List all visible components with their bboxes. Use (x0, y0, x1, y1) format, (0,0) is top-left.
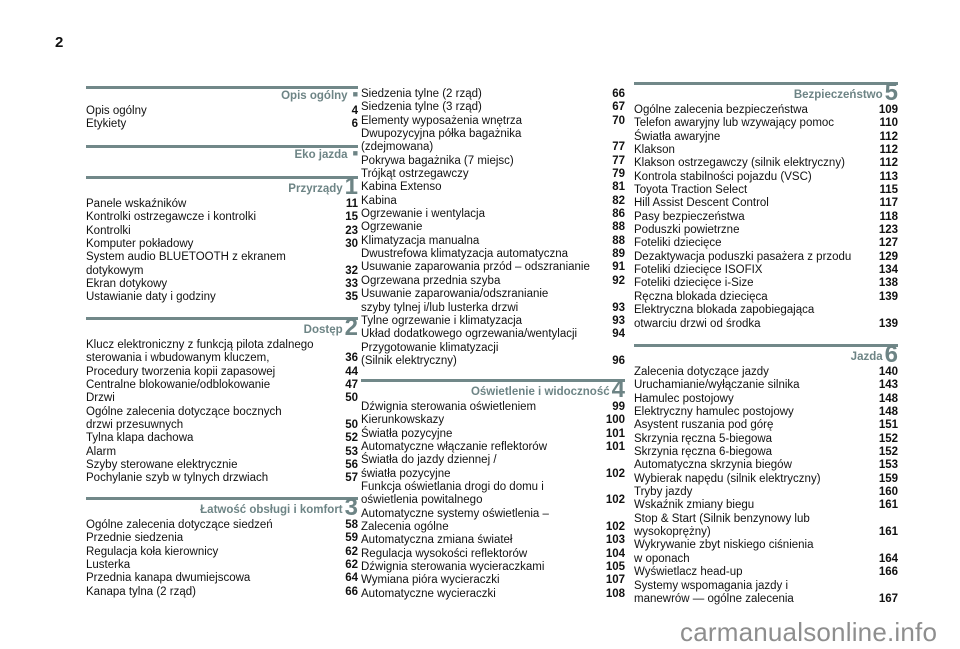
entry-label: Dezaktywacja poduszki pasażera z przodu (634, 250, 852, 263)
toc-entry[interactable] (361, 534, 625, 547)
toc-section (361, 86, 625, 368)
toc-section (86, 145, 358, 164)
entry-label: Wyświetlacz head-up (634, 566, 743, 579)
entry-label: Alarm (86, 445, 117, 458)
entry-page-number: 91 (612, 261, 625, 274)
section-number: 4 (611, 376, 625, 403)
entry-page-number: 52 (345, 432, 358, 445)
toc-entry[interactable] (361, 328, 625, 341)
entry-list (634, 366, 898, 606)
entry-label: Klakson ostrzegawczy (silnik elektryczny) (634, 157, 845, 170)
entry-label: Przednie siedzenia (86, 532, 184, 545)
entry-page-number: 167 (878, 592, 898, 605)
entry-label: Procedury tworzenia kopii zapasowej (86, 365, 276, 378)
toc-entry[interactable] (634, 117, 898, 130)
entry-label: Pasy bezpieczeństwa (634, 210, 745, 223)
section-number: 6 (884, 341, 898, 368)
page-number: 2 (55, 34, 64, 51)
section-title: Eko jazda (294, 149, 348, 161)
toc-section (361, 376, 625, 601)
toc-entry[interactable] (361, 181, 625, 194)
toc-entry[interactable] (86, 366, 358, 379)
entry-page-number: 164 (878, 552, 898, 565)
entry-page-number: 159 (878, 472, 898, 485)
entry-page-number: 112 (879, 144, 898, 157)
toc-entry[interactable] (634, 184, 898, 197)
toc-entry[interactable] (634, 144, 898, 157)
entry-label: Automatyczna skrzynia biegów (634, 459, 792, 472)
toc-entry[interactable] (86, 211, 358, 224)
toc-entry[interactable] (361, 288, 625, 315)
entry-label: Hill Assist Descent Control (634, 197, 769, 210)
entry-label: Dźwignia sterowania oświetleniem (361, 401, 537, 413)
entry-label: Przednia kanapa dwumiejscowa (86, 572, 251, 585)
entry-page-number: 139 (878, 317, 898, 330)
entry-page-number: 64 (345, 572, 358, 585)
section-header (86, 494, 358, 521)
entry-page-number: 109 (878, 104, 898, 116)
entry-page-number: 4 (351, 105, 358, 117)
entry-label: Układ dodatkowego ogrzewania/wentylacji (361, 328, 578, 341)
entry-page-number: 143 (878, 379, 898, 392)
toc-entry[interactable] (361, 155, 625, 168)
entry-label: Pochylanie szyb w tylnych drzwiach (86, 472, 269, 485)
toc-entry[interactable] (634, 291, 898, 304)
toc-entry[interactable] (634, 486, 898, 499)
toc-entry[interactable] (86, 392, 358, 405)
toc-entry[interactable] (634, 277, 898, 290)
toc-entry[interactable] (634, 566, 898, 579)
toc-entry[interactable] (361, 342, 625, 369)
toc-entry[interactable] (634, 366, 898, 379)
entry-page-number: 53 (345, 445, 358, 458)
entry-label: Stop & Start (Silnik benzynowy lub wysokoprężny) (634, 512, 810, 539)
entry-page-number: 148 (878, 406, 898, 419)
entry-page-number: 86 (612, 208, 625, 221)
toc-entry[interactable] (634, 104, 898, 117)
toc-entry[interactable] (634, 211, 898, 224)
toc-entry[interactable] (634, 171, 898, 184)
toc-entry[interactable] (86, 572, 358, 585)
toc-entry[interactable] (634, 393, 898, 406)
toc-entry[interactable] (634, 499, 898, 512)
entry-label: Telefon awaryjny lub wzywający pomoc (634, 117, 835, 130)
entry-page-number: 123 (878, 224, 898, 237)
entry-label: Opis ogólny (86, 105, 147, 117)
entry-label: Centralne blokowanie/odblokowanie (86, 379, 271, 392)
watermark: carmanualsonline.info (680, 617, 938, 647)
toc-entry[interactable] (361, 88, 625, 101)
entry-label: Siedzenia tylne (3 rząd) (361, 101, 482, 114)
entry-label: Zalecenia dotyczące jazdy (634, 366, 769, 378)
entry-page-number: 79 (612, 168, 625, 181)
toc-entry[interactable] (361, 574, 625, 587)
entry-label: Klucz elektroniczny z funkcją pilota zdalnego sterowania i wbudowanym kluczem, (86, 339, 314, 365)
entry-label: Kabina Extenso (361, 181, 442, 194)
entry-page-number: 134 (878, 264, 898, 277)
entry-list (86, 519, 358, 599)
entry-label: Etykiety (86, 118, 127, 131)
toc-entry[interactable] (361, 315, 625, 328)
entry-label: Elektryczny hamulec postojowy (634, 406, 794, 419)
entry-page-number: 77 (612, 154, 625, 167)
entry-label: System audio BLUETOOTH z ekranem dotykowym (86, 251, 286, 277)
toc-entry[interactable] (361, 235, 625, 248)
entry-label: Systemy wspomagania jazdy i manewrów — ogólne zalecenia (634, 579, 794, 605)
section-number: 1 (344, 173, 358, 200)
entry-label: Foteliki dziecięce ISOFIX (634, 264, 763, 277)
entry-label: Usuwanie zaparowania/odszranianie szyby tylnej i/lub lusterka drzwi (361, 288, 549, 314)
toc-entry[interactable] (86, 432, 358, 445)
entry-page-number: 166 (878, 566, 898, 579)
toc-entry[interactable] (361, 221, 625, 234)
toc-entry[interactable] (86, 198, 358, 211)
entry-page-number: 127 (878, 237, 898, 250)
toc-entry[interactable] (86, 278, 358, 291)
entry-page-number: 139 (878, 290, 898, 303)
toc-entry[interactable] (361, 414, 625, 427)
entry-page-number: 44 (345, 365, 358, 378)
entry-page-number: 89 (612, 248, 625, 261)
entry-page-number: 102 (605, 521, 625, 534)
section-number: 2 (344, 314, 358, 341)
toc-entry[interactable] (634, 304, 898, 331)
entry-list (634, 104, 898, 331)
toc-entry[interactable] (361, 401, 625, 414)
entry-page-number: 102 (605, 494, 625, 507)
toc-entry[interactable] (86, 532, 358, 545)
entry-page-number: 50 (345, 419, 358, 432)
toc-entry[interactable] (86, 105, 358, 118)
toc-entry[interactable] (634, 264, 898, 277)
entry-page-number: 108 (605, 587, 625, 600)
entry-page-number: 92 (612, 274, 625, 287)
entry-page-number: 6 (351, 118, 358, 131)
entry-label: Drzwi (86, 392, 115, 405)
entry-label: Funkcja oświetlania drogi do domu i oświetlenia powitalnego (361, 481, 544, 507)
entry-page-number: 88 (612, 221, 625, 234)
entry-label: Automatyczne włączanie reflektorów (361, 441, 547, 454)
toc-entry[interactable] (634, 459, 898, 472)
entry-label: Uruchamianie/wyłączanie silnika (634, 379, 800, 392)
entry-label: Klimatyzacja manualna (361, 234, 480, 247)
entry-page-number: 30 (345, 238, 358, 251)
section-title: Łatwość obsługi i komfort (200, 504, 343, 516)
entry-page-number: 62 (345, 545, 358, 558)
entry-label: Tryby jazdy (634, 486, 693, 499)
entry-label: Toyota Traction Select (634, 184, 748, 197)
entry-page-number: 94 (612, 328, 625, 341)
entry-page-number: 101 (605, 427, 625, 440)
entry-list (361, 401, 625, 601)
section-header (634, 341, 898, 368)
entry-page-number: 112 (879, 130, 898, 143)
toc-section (86, 86, 358, 132)
entry-page-number: 151 (878, 419, 898, 432)
toc-section (634, 79, 898, 331)
entry-page-number: 47 (345, 379, 358, 392)
entry-label: Światła do jazdy dziennej / światła pozycyjne (361, 454, 497, 480)
section-title: Oświetlenie i widoczność (470, 386, 610, 398)
toc-entry[interactable] (634, 513, 898, 540)
entry-page-number: 140 (878, 366, 898, 378)
toc-entry[interactable] (86, 118, 358, 131)
entry-label: Regulacja koła kierownicy (86, 545, 219, 558)
entry-page-number: 117 (879, 197, 898, 210)
section-title: Bezpieczeństwo (793, 89, 883, 101)
toc-section (634, 341, 898, 606)
entry-page-number: 104 (605, 547, 625, 560)
toc-entry[interactable] (86, 472, 358, 485)
entry-label: Foteliki dziecięce i-Size (634, 277, 754, 290)
entry-label: Trójkąt ostrzegawczy (361, 168, 469, 181)
entry-label: Skrzynia ręczna 6-biegowa (634, 446, 773, 459)
entry-page-number: 59 (345, 532, 358, 545)
entry-page-number: 66 (612, 88, 625, 100)
entry-page-number: 32 (345, 264, 358, 277)
entry-page-number: 118 (879, 210, 898, 223)
toc-entry[interactable] (634, 406, 898, 419)
entry-page-number: 110 (879, 117, 898, 130)
entry-page-number: 93 (612, 301, 625, 314)
toc-entry[interactable] (361, 561, 625, 574)
entry-label: Kontrolki ostrzegawcze i kontrolki (86, 211, 257, 224)
toc-entry[interactable] (86, 291, 358, 304)
entry-label: Kontrolki (86, 224, 131, 237)
toc-entry[interactable] (361, 548, 625, 561)
entry-label: Pokrywa bagażnika (7 miejsc) (361, 154, 514, 167)
toc-entry[interactable] (361, 508, 625, 535)
entry-label: Światła pozycyjne (361, 427, 453, 440)
entry-label: Ogólne zalecenia bezpieczeństwa (634, 104, 808, 116)
entry-page-number: 129 (878, 250, 898, 263)
entry-page-number: 70 (612, 114, 625, 127)
entry-page-number: 148 (878, 392, 898, 405)
entry-label: Automatyczne systemy oświetlenia – Zalecenia ogólne (361, 507, 549, 534)
entry-label: Szyby sterowane elektrycznie (86, 459, 238, 472)
toc-entry[interactable] (86, 519, 358, 532)
section-title: Dostęp (303, 324, 343, 336)
toc-entry[interactable] (634, 419, 898, 432)
entry-page-number: 23 (345, 224, 358, 237)
entry-page-number: 105 (605, 561, 625, 574)
entry-label: Ogrzewana przednia szyba (361, 274, 501, 287)
entry-page-number: 112 (879, 157, 898, 170)
entry-list (86, 339, 358, 486)
section-header (86, 314, 358, 341)
entry-label: Wykrywanie zbyt niskiego ciśnienia w oponach (634, 539, 814, 565)
section-header (361, 376, 625, 403)
entry-page-number: 50 (345, 392, 358, 405)
toc-entry[interactable] (361, 208, 625, 221)
entry-label: Kierunkowskazy (361, 414, 445, 427)
toc-entry[interactable] (361, 248, 625, 261)
toc-entry[interactable] (361, 261, 625, 274)
entry-page-number: 56 (345, 459, 358, 472)
entry-page-number: 115 (879, 184, 898, 197)
entry-page-number: 82 (612, 194, 625, 207)
toc-entry[interactable] (634, 473, 898, 486)
entry-label: Ogrzewanie (361, 221, 423, 234)
entry-label: Komputer pokładowy (86, 238, 194, 251)
entry-label: Kanapa tylna (2 rząd) (86, 585, 196, 598)
toc-entry[interactable] (634, 157, 898, 170)
toc-entry[interactable] (634, 379, 898, 392)
entry-list (361, 88, 625, 368)
entry-label: Ustawianie daty i godziny (86, 291, 216, 304)
square-marker-icon: ■ (352, 148, 358, 158)
toc-entry[interactable] (86, 546, 358, 559)
entry-page-number: 57 (345, 472, 358, 485)
entry-page-number: 88 (612, 234, 625, 247)
entry-label: Klakson (634, 144, 675, 157)
toc-entry[interactable] (86, 238, 358, 251)
toc-section (86, 314, 358, 486)
toc-entry[interactable] (361, 481, 625, 508)
entry-page-number: 93 (612, 314, 625, 327)
toc-entry[interactable] (361, 454, 625, 481)
square-marker-icon: ■ (352, 89, 358, 99)
entry-label: Wymiana pióra wycieraczki (361, 574, 500, 587)
toc-entry[interactable] (634, 237, 898, 250)
toc-entry[interactable] (361, 441, 625, 454)
section-header (86, 173, 358, 200)
entry-label: Foteliki dziecięce (634, 237, 722, 250)
entry-page-number: 62 (345, 559, 358, 572)
entry-label: Hamulec postojowy (634, 392, 734, 405)
section-title: Przyrządy (288, 183, 343, 195)
entry-page-number: 96 (612, 354, 625, 367)
entry-label: Regulacja wysokości reflektorów (361, 547, 528, 560)
section-title: Jazda (850, 351, 883, 363)
entry-page-number: 36 (345, 352, 358, 365)
toc-entry[interactable] (86, 586, 358, 599)
entry-label: Panele wskaźników (86, 198, 187, 210)
entry-page-number: 101 (605, 441, 625, 454)
entry-label: Usuwanie zaparowania przód – odszranianie (361, 261, 590, 274)
toc-entry[interactable] (634, 197, 898, 210)
toc-entry[interactable] (361, 128, 625, 155)
toc-section (86, 494, 358, 599)
entry-label: Ręczna blokada dziecięca (634, 290, 768, 303)
entry-page-number: 113 (879, 170, 898, 183)
entry-label: Lusterka (86, 559, 131, 572)
toc-entry[interactable] (634, 446, 898, 459)
toc-entry[interactable] (634, 433, 898, 446)
entry-page-number: 153 (878, 459, 898, 472)
entry-label: Przygotowanie klimatyzacji (Silnik elektryczny) (361, 341, 499, 367)
toc-entry[interactable] (361, 115, 625, 128)
entry-page-number: 160 (878, 486, 898, 499)
section-number: 3 (344, 494, 358, 521)
entry-label: Dwustrefowa klimatyzacja automatyczna (361, 248, 569, 261)
entry-page-number: 33 (345, 278, 358, 291)
entry-page-number: 102 (605, 467, 625, 480)
entry-label: Ekran dotykowy (86, 278, 168, 291)
entry-page-number: 77 (612, 141, 625, 154)
entry-label: Kabina (361, 194, 397, 207)
entry-label: Skrzynia ręczna 5-biegowa (634, 432, 773, 445)
entry-page-number: 152 (878, 432, 898, 445)
toc-entry[interactable] (86, 559, 358, 572)
toc-entry[interactable] (361, 168, 625, 181)
entry-page-number: 58 (345, 519, 358, 531)
entry-label: Siedzenia tylne (2 rząd) (361, 88, 482, 100)
entry-label: Dźwignia sterowania wycieraczkami (361, 561, 545, 574)
entry-label: Elementy wyposażenia wnętrza (361, 114, 523, 127)
entry-label: Asystent ruszania pod górę (634, 419, 774, 432)
entry-page-number: 161 (878, 526, 898, 539)
toc-entry[interactable] (634, 539, 898, 566)
toc-entry[interactable] (86, 406, 358, 433)
toc-entry[interactable] (634, 251, 898, 264)
toc-entry[interactable] (86, 225, 358, 238)
entry-label: Poduszki powietrzne (634, 224, 740, 237)
toc-entry[interactable] (361, 195, 625, 208)
entry-label: Dwupozycyjna półka bagażnika (zdejmowana) (361, 128, 522, 154)
toc-entry[interactable] (86, 379, 358, 392)
entry-page-number: 35 (345, 291, 358, 304)
toc-section (86, 173, 358, 305)
entry-label: Ogólne zalecenia dotyczące siedzeń (86, 519, 273, 531)
toc-entry[interactable] (634, 131, 898, 144)
entry-page-number: 103 (605, 534, 625, 547)
toc-entry[interactable] (361, 101, 625, 114)
toc-entry[interactable] (361, 428, 625, 441)
section-number: 5 (884, 79, 898, 106)
entry-list (86, 105, 358, 132)
section-title: Opis ogólny (281, 90, 348, 102)
entry-label: Tylna klapa dachowa (86, 432, 194, 445)
toc-entry[interactable] (361, 588, 625, 601)
toc-entry[interactable] (361, 275, 625, 288)
entry-label: Kontrola stabilności pojazdu (VSC) (634, 170, 812, 183)
entry-page-number: 81 (612, 181, 625, 194)
entry-label: Automatyczne wycieraczki (361, 587, 496, 600)
toc-entry[interactable] (634, 224, 898, 237)
section-header (634, 79, 898, 106)
entry-label: Tylne ogrzewanie i klimatyzacja (361, 314, 523, 327)
entry-page-number: 100 (605, 414, 625, 427)
entry-page-number: 11 (345, 198, 358, 210)
entry-label: Elektryczna blokada zapobiegająca otwarciu drzwi od środka (634, 304, 815, 330)
section-header (86, 89, 358, 103)
entry-page-number: 67 (612, 101, 625, 114)
entry-label: Wskaźnik zmiany biegu (634, 499, 755, 512)
entry-page-number: 107 (605, 574, 625, 587)
entry-label: Ogrzewanie i wentylacja (361, 208, 486, 221)
section-header (86, 148, 358, 162)
entry-page-number: 138 (878, 277, 898, 290)
entry-label: Wybierak napędu (silnik elektryczny) (634, 472, 821, 485)
toc-entry[interactable] (634, 580, 898, 607)
entry-label: Ogólne zalecenia dotyczące bocznych drzwi przesuwnych (86, 405, 282, 432)
entry-page-number: 152 (878, 446, 898, 459)
entry-page-number: 15 (345, 211, 358, 224)
toc-entry[interactable] (86, 459, 358, 472)
toc-entry[interactable] (86, 339, 358, 366)
entry-page-number: 99 (612, 401, 625, 413)
entry-label: Światła awaryjne (634, 130, 721, 143)
entry-page-number: 161 (878, 499, 898, 512)
entry-list (86, 198, 358, 305)
entry-label: Automatyczna zmiana świateł (361, 534, 513, 547)
toc-entry[interactable] (86, 251, 358, 278)
toc-entry[interactable] (86, 446, 358, 459)
entry-page-number: 66 (345, 585, 358, 598)
